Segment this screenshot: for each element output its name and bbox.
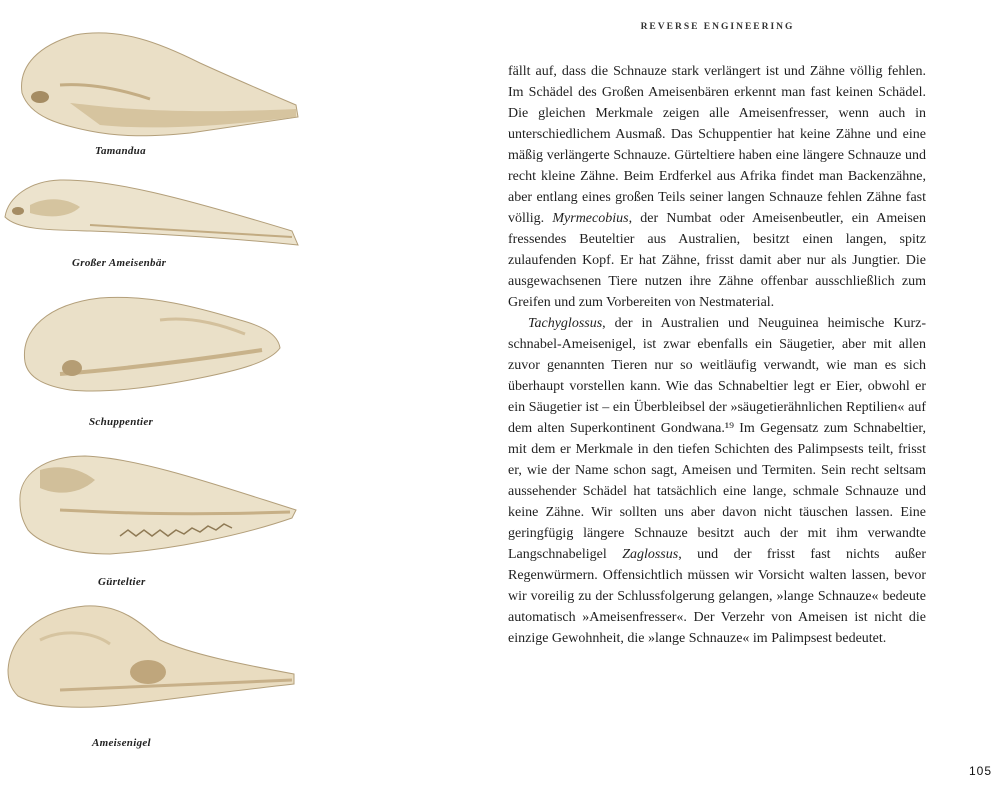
skull-illustration-tamandua	[0, 25, 310, 145]
figure-caption: Tamandua	[95, 145, 146, 157]
skull-illustration-giant-anteater	[0, 175, 310, 260]
skull-illustration-echidna	[0, 600, 310, 725]
skull-illustration-pangolin	[0, 290, 310, 410]
text-run: fällt auf, dass die Schnauze stark verlängert ist und Zähne völlig fehlen. Im Schädel des Großen Ameisenbären erkennt man fast keinen Schädel. Die gleichen Merkmale zeigen alle Ameisenfresser, wenn auch in unterschiedlichem Ausmaß. Das Schuppentier hat keine Zähne und eine mäßig verlängerte Schnauze. Gürteltiere haben eine längere Schnauze und recht kleine Zähne. Beim Erdferkel aus Afrika findet man Backenzähne, aber entlang eines großen Teils seiner langen Schnauze fehlen Zähne fast völlig.	[508, 64, 926, 226]
italic-term: Zaglossus	[622, 547, 679, 562]
body-paragraph	[508, 313, 926, 649]
figure-caption: Schuppentier	[89, 416, 154, 428]
skull-illustration-armadillo	[0, 450, 310, 570]
figure-caption: Gürteltier	[98, 576, 146, 588]
italic-term: Tachyglossus	[528, 316, 603, 331]
text-run: , der Numbat oder Ameisenbeutler, ein Ameisen fressendes Beuteltier aus Australien, besitzt einen langen, spitz zulaufenden Kopf. Er hat Zähne, frisst damit aber nur als Jungtier. Die ausgewachsenen Tiere nutzen ihre Zähne offenbar ausschließlich zum Greifen und zum Vorbereiten von Nestmaterial.	[508, 211, 926, 310]
page-number: 105	[968, 764, 992, 778]
figure-caption: Großer Ameisenbär	[72, 257, 167, 269]
running-head: REVERSE ENGINEERING	[640, 22, 795, 32]
body-text	[508, 61, 926, 649]
italic-term: Myrmecobius	[552, 211, 629, 226]
figure-caption: Ameisenigel	[92, 737, 151, 749]
text-run: , der in Australien und Neuguinea heimische Kurzschnabel-Ameisenigel, ist zwar ebenfalls ein Säugetier, aber mit allen zuvor genannten Tieren nur so weitläufig verwandt, wie man es sich überhaupt vorstellen kann. Wie das Schnabeltier legt er Eier, obwohl er ein Säugetier ist – ein Überbleibsel der »säugetierähnlichen Reptilien« auf dem alten Superkontinent Gondwana.¹⁹ Im Gegensatz zum Schnabeltier, mit dem er Merkmale in den tiefen Schichten des Palimpsests teilt, frisst er, wie der Name schon sagt, Ameisen und Termiten. Sein recht seltsam aussehender Schädel hat tatsächlich eine lange, schmale Schnauze und keine Zähne. Wir sollten uns aber davon nicht täuschen lassen. Eine geringfügig längere Schnauze besitzt auch der mit ihm verwandte Langschnabeligel	[508, 316, 926, 562]
body-paragraph	[508, 61, 926, 313]
text-run: , und der frisst fast nichts außer Regenwürmern. Offensichtlich müssen wir Vorsicht walten lassen, bevor wir voreilig zu der Schlussfolgerung gelangen, »lange Schnauze« bedeute automatisch »Ameisenfresser«. Der Verzehr von Ameisen ist nicht die einzige Gewohnheit, die »lange Schnauze« im Palimpsest bedeutet.	[508, 547, 926, 646]
